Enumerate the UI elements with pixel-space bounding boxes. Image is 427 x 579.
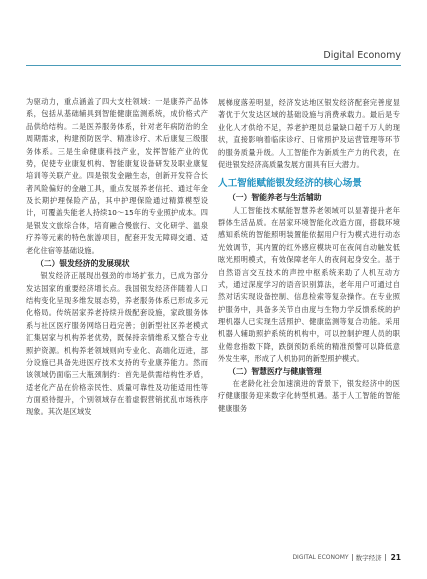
footer-label-en: DIGITAL ECONOMY (292, 554, 349, 561)
left-column (26, 96, 208, 419)
left-paragraph-2: 银发经济正展现出强劲的市场扩张力，已成为部分发达国家的重要经济增长点。我国银发经济伴随着人口结构变化呈现多维发展态势，养老服务体系已形成多元化格局。传统居家养老持续升级配套设施，家政服务体系与社区医疗服务网络日趋完善；创新型社区养老模式汇集居家与机构养老优势，既保持亲情维系又整合专业照护资源。机构养老领域则向专业化、高端化迈进，部分设施已具备先进医疗技术支持的专业康养能力。然而该领域仍面临三大瓶颈制约：首先是供需结构性矛盾，适老化产品在价格亲民性、质量可靠性及功能适用性等方面亟待提升，个别领域存在着虚假营销扰乱市场秩序现象。其次是区域发 (26, 271, 208, 417)
subheading-smart-elderly-care: （一）智能养老与生活辅助 (228, 193, 322, 203)
footer-label-cn: 数字经济 (355, 554, 382, 562)
right-paragraph-2: 人工智能技术赋能智慧养老领域可以显著提升老年群体生活品质。在居家环境智能化改造方面，搭载环境感知系统的智能照明装置能依据用户行为模式进行动态光效调节，其内置的红外感应模块可在夜间自动触发低眩光照明模式，有效保障老年人的夜间起身安全。基于自然语言交互技术的声控中枢系统来助了人机互动方式，通过深度学习的语音识别算法，老年用户可通过自然对话实现设备控制、信息检索等复杂操作。在专业照护服务中，具备多关节自由度与生物力学反馈系统的护理机器人已实现生活照护、健康监测等复合功能。采用机器人辅助照护系统的机构中，可以控制护理人员的职业倦怠指数下降，跌倒预防系统的精准预警可以降低意外发生率，形成了人机协同的新型照护模式。 (218, 205, 400, 364)
right-paragraph-1: 展梯度落差明显，经济发达地区银发经济配套完善度显著优于欠发达区域的基础设施与消费承载力。最后是专业化人才供给不足，养老护理员总量缺口超千万人的现状，直接影响着临床诊疗、日常照护及运营管理等环节的服务质量升级。人工智能作为新质生产力的代表，在促进银发经济高质量发展方面具有巨大潜力。 (218, 98, 400, 169)
subheading-smart-healthcare: （二）智慧医疗与健康管理 (228, 366, 322, 376)
right-column (218, 97, 400, 415)
page-footer (292, 553, 401, 562)
footer-divider-2 (385, 554, 386, 561)
right-paragraph-3: 在老龄化社会加速演进的背景下，银发经济中的医疗健康服务迎来数字化转型机遇。基于人工智能的智能健康服务 (218, 378, 400, 413)
page-number: 21 (390, 553, 401, 562)
left-paragraph-1: 为驱动力，重点涵盖了四大支柱领域：一是康养产品体系，包括从基础辅具到智能健康监测系统，成价格式产品供给结构。二是医养服务体系，针对老年病防治的全周期需求，构建预防医学、精准诊疗、术后康复三级服务体系。三是生命健康科技产业，发挥智能产业的优势，促使专业康复机构、智能康复设备研发及职业康复培训等关联产业。四是银发金融生态，创新开发符合长者风险偏好的金融工具，重点发展养老信托、通过年金及长期护理保险产品，其中护理保险通过精算模型设计，可覆盖失能老人持续10～15年的专业照护成本。四是银发文旅综合体，培育融合慢旅行、文化研学、温泉疗养等元素的特色旅游项目，配套开发无障碍交通、适老化住宿等基础设施。 (26, 97, 208, 255)
subheading-development-status: （二）银发经济的发展现状 (36, 258, 130, 268)
section-heading-ai-scenarios: 人工智能赋能银发经济的核心场景 (218, 178, 362, 190)
header-rule (26, 65, 401, 66)
footer-divider (352, 554, 353, 561)
section-tag: Digital Economy (323, 50, 401, 61)
